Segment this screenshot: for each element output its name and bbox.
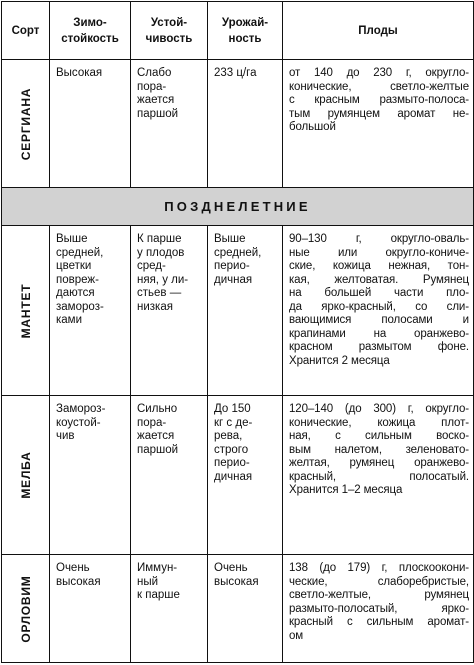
header-yield: Урожай- ность: [208, 2, 283, 60]
variety-name: МЕЛБА: [18, 451, 33, 499]
variety-name: МАНТЕТ: [18, 283, 33, 338]
yield-cell: 233 ц/га: [208, 60, 283, 188]
winter-hardiness-cell: Замороз- коустой- чив: [50, 396, 131, 555]
variety-name-cell: [2, 226, 50, 396]
header-resistance: Устой- чивость: [131, 2, 208, 60]
apple-varieties-table: [1, 1, 474, 663]
variety-name-cell: [2, 60, 50, 188]
table-row: [2, 226, 474, 396]
winter-hardiness-cell: Очень высокая: [50, 555, 131, 663]
variety-name: СЕРГИАНА: [18, 87, 33, 160]
header-row: [2, 2, 474, 60]
yield-cell: Очень высокая: [208, 555, 283, 663]
resistance-cell: К парше у плодов сред- няя, у ли- стьев — низкая: [131, 226, 208, 396]
fruit-cell: 120–140 (до 300) г, округло- конические, кожица плот- ная, с сильным воско- вым налетом, зеленовато- желтая, румянец оранжево- красный, полосатый. Хранится 1–2 месяца: [283, 396, 474, 555]
resistance-cell: Слабо пора- жается паршой: [131, 60, 208, 188]
header-fruit: Плоды: [283, 2, 474, 60]
variety-name-cell: [2, 396, 50, 555]
yield-cell: Выше средней, перио- дичная: [208, 226, 283, 396]
fruit-cell: 90–130 г, округло-оваль- ные или округло-кониче- ские, кожица нежная, тон- кая, желтоватая. Румянец на большей части пло- да ярко-красный, со сли- вающимися полосами и крапинами на оранжево- красном размытом фоне. Хранится 2 месяца: [283, 226, 474, 396]
resistance-cell: Иммун- ный к парше: [131, 555, 208, 663]
variety-name-cell: [2, 555, 50, 663]
winter-hardiness-cell: Выше средней, цветки повреж- даются заморoз- ками: [50, 226, 131, 396]
resistance-cell: Сильно пора- жается паршой: [131, 396, 208, 555]
table-row: [2, 396, 474, 555]
variety-name: ОРЛОВИМ: [18, 574, 33, 643]
table-row: [2, 555, 474, 663]
table-row: [2, 60, 474, 188]
fruit-cell: 138 (до 179) г, плоскоокони- ческие, слаборебристые, светло-желтые, румянец размыто-полосатый, ярко- красный с сильным аромат- ом: [283, 555, 474, 663]
winter-hardiness-cell: Высокая: [50, 60, 131, 188]
yield-cell: До 150 кг с де- рева, строго перио- дичная: [208, 396, 283, 555]
fruit-cell: от 140 до 230 г, округло- конические, светло-желтые с красным размыто-полоса- тым румянцем аромат не- большой: [283, 60, 474, 188]
header-sort: Сорт: [2, 2, 50, 60]
section-title: ПОЗДНЕЛЕТНИЕ: [2, 188, 474, 226]
section-row: [2, 188, 474, 226]
header-winter-hardiness: Зимо- стойкость: [50, 2, 131, 60]
